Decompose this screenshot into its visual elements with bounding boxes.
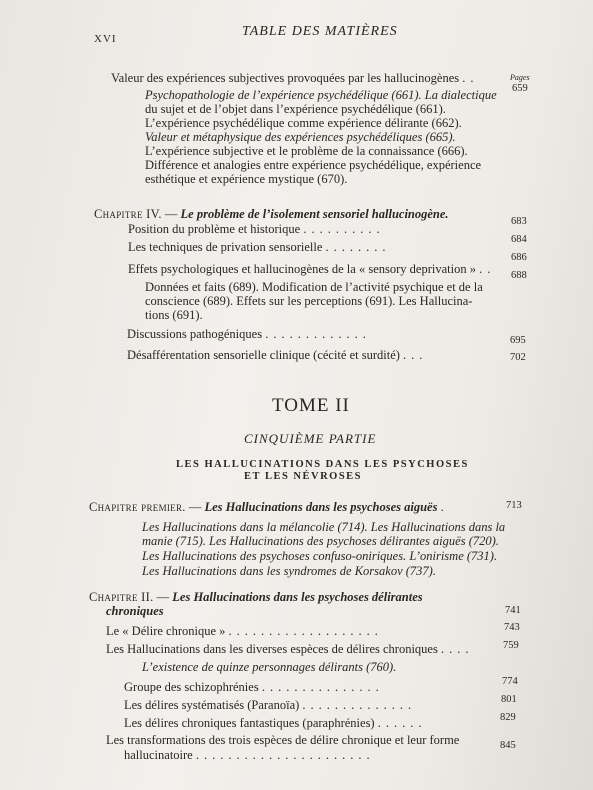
toc-detail-line: manie (715). Les Hallucinations des psychoses délirantes aiguës (720).: [142, 534, 499, 548]
section-title: LES HALLUCINATIONS DANS LES PSYCHOSES: [176, 459, 469, 470]
toc-page-number: 801: [501, 694, 517, 705]
toc-page-number: 845: [500, 740, 516, 751]
toc-page-number: 684: [511, 234, 527, 245]
toc-detail-line: Psychopathologie de l’expérience psychédélique (661). La dialectique: [145, 88, 497, 102]
toc-entry: Le « Délire chronique » ...................: [106, 624, 383, 638]
page-header-title: TABLE DES MATIÈRES: [242, 24, 398, 39]
toc-page-number: 683: [511, 216, 527, 227]
toc-detail-line: Les Hallucinations dans les syndromes de Korsakov (737).: [142, 564, 436, 578]
toc-entry: Les Hallucinations dans les diverses espèces de délires chroniques ....: [106, 642, 474, 656]
toc-entry: Les délires systématisés (Paranoïa) ..............: [124, 698, 417, 712]
toc-entry: Groupe des schizophrénies ...............: [124, 680, 384, 694]
toc-page-number: 774: [502, 676, 518, 687]
toc-detail-line: tions (691).: [145, 308, 203, 322]
section-title: ET LES NÉVROSES: [244, 471, 363, 482]
toc-page-number: 741: [505, 605, 521, 616]
toc-page-number: 659: [512, 83, 528, 94]
chapter-heading-continued: chroniques: [106, 604, 164, 618]
tome-heading: TOME II: [272, 395, 350, 416]
toc-detail-line: esthétique et expérience mystique (670).: [145, 172, 348, 186]
toc-detail-line: L’expérience subjective et le problème de la connaissance (666).: [145, 144, 468, 158]
chapter-heading: Chapitre premier. — Les Hallucinations dans les psychoses aiguës .: [89, 500, 449, 514]
toc-entry: Effets psychologiques et hallucinogènes de la « sensory deprivation » ..: [128, 262, 496, 276]
toc-page-number: 688: [511, 270, 527, 281]
toc-detail-line: du sujet et de l’objet dans l’expérience psychédélique (661).: [145, 102, 446, 116]
toc-page-number: 743: [504, 622, 520, 633]
toc-page-number: 695: [510, 335, 526, 346]
page-number: XVI: [94, 33, 117, 45]
toc-entry: Discussions pathogéniques .............: [127, 327, 371, 341]
toc-detail-line: Les Hallucinations dans la mélancolie (714). Les Hallucinations dans la: [142, 520, 506, 534]
chapter-heading: Chapitre II. — Les Hallucinations dans les psychoses délirantes: [89, 590, 423, 604]
part-heading: CINQUIÈME PARTIE: [244, 431, 377, 446]
toc-page-number: 829: [500, 712, 516, 723]
toc-entry: hallucinatoire ......................: [124, 748, 375, 762]
toc-page-number: 713: [506, 500, 522, 511]
toc-entry: Les délires chroniques fantastiques (paraphrénies) ......: [124, 716, 427, 730]
toc-detail-line: conscience (689). Effets sur les perceptions (691). Les Hallucina-: [145, 294, 473, 308]
toc-page-number: 702: [510, 352, 526, 363]
toc-detail-line: Données et faits (689). Modification de l’activité psychique et de la: [145, 280, 483, 294]
toc-detail-line: Les Hallucinations des psychoses confuso-oniriques. L’onirisme (731).: [142, 549, 498, 563]
toc-entry: Position du problème et historique ..........: [128, 222, 385, 236]
toc-entry: Valeur des expériences subjectives provoquées par les hallucinogènes ..: [111, 71, 479, 85]
toc-entry: Désafférentation sensorielle clinique (cécité et surdité) ...: [127, 348, 428, 362]
toc-page-number: 686: [511, 252, 527, 263]
pages-column-label: Pages: [510, 73, 530, 82]
chapter-heading: Chapitre IV. — Le problème de l’isolement sensoriel hallucinogène.: [94, 207, 449, 221]
toc-detail-line: Valeur et métaphysique des expériences psychédéliques (665).: [145, 130, 456, 144]
toc-detail-line: Différence et analogies entre expérience psychédélique, expérience: [145, 158, 482, 172]
toc-entry: Les techniques de privation sensorielle ........: [128, 240, 391, 254]
toc-page-number: 759: [503, 640, 519, 651]
toc-detail-line: L’existence de quinze personnages délirants (760).: [142, 660, 397, 674]
toc-detail-line: L’expérience psychédélique comme expérience délirante (662).: [145, 116, 462, 130]
toc-entry: Les transformations des trois espèces de délire chronique et leur forme: [106, 733, 460, 747]
